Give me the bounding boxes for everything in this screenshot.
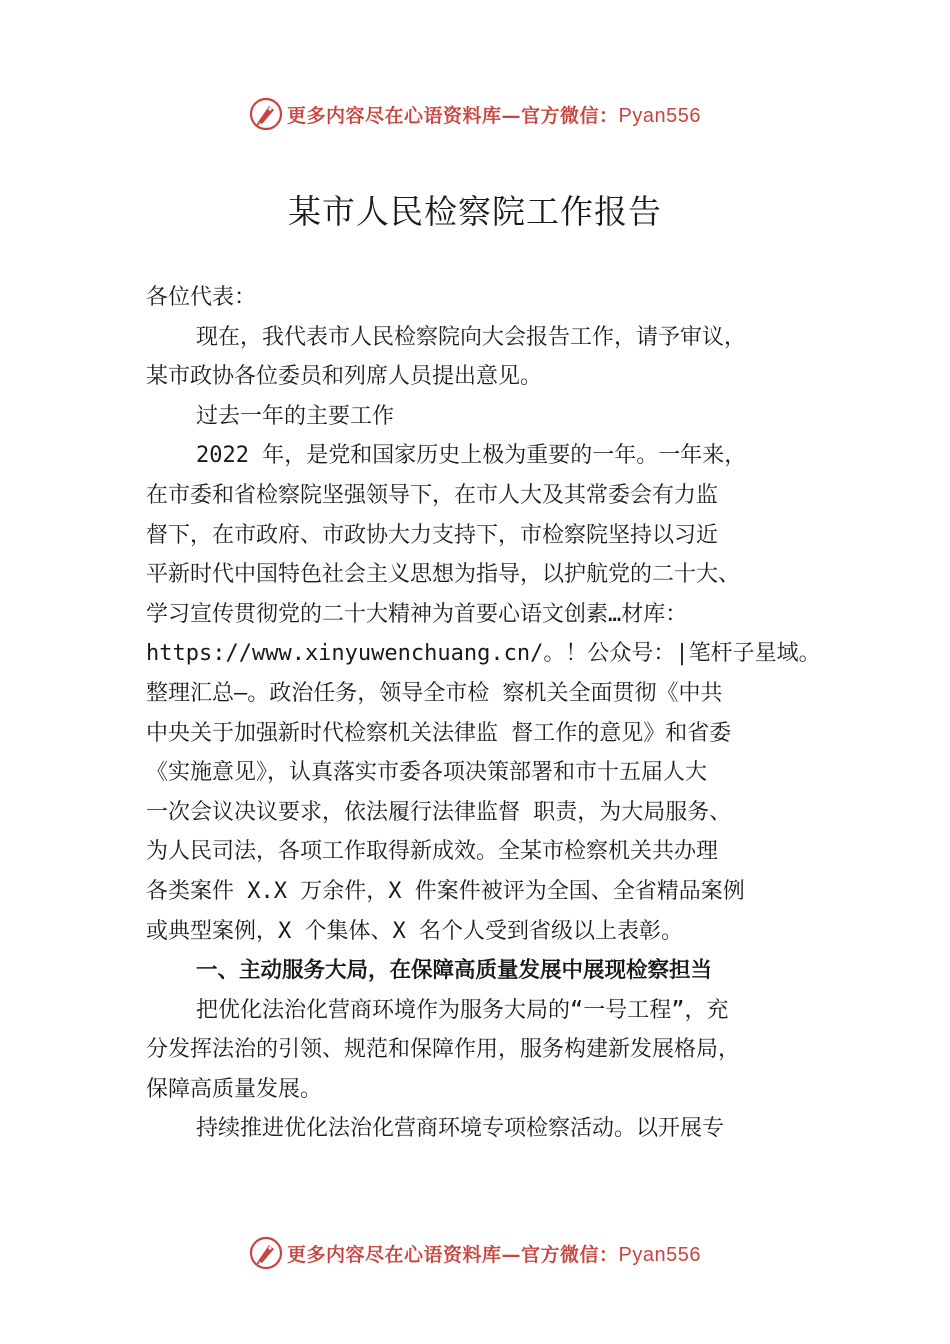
text-line: https://www.xinyuwenchuang.cn/。！公众号：|笔杆子星域。 <box>146 641 821 667</box>
text-line: 《实施意见》，认真落实市委各项决策部署和市十五届人大 <box>146 760 708 786</box>
text-line: 2022 年，是党和国家历史上极为重要的一年。一年来， <box>196 443 747 469</box>
section-heading: 一、主动服务大局，在保障高质量发展中展现检察担当 <box>196 958 713 984</box>
wechat-id: Pyan556 <box>618 104 701 127</box>
text-line: 分发挥法治的引领、规范和保障作用，服务构建新发展格局， <box>146 1037 741 1063</box>
wechat-id: Pyan556 <box>618 1243 701 1266</box>
text-line: 保障高质量发展。 <box>146 1076 323 1102</box>
pen-nib-logo-icon <box>249 97 283 131</box>
text-line: 督下，在市政府、市政协大力支持下，市检察院坚持以习近 <box>146 522 719 548</box>
text-line: 各位代表： <box>146 285 257 310</box>
text-line: 某市政协各位委员和列席人员提出意见。 <box>146 364 543 390</box>
document-body <box>146 278 836 1149</box>
text-line: 把优化法治化营商环境作为服务大局的“一号工程”，充 <box>196 997 729 1023</box>
text-line: 中央关于加强新时代检察机关法律监 督工作的意见》和省委 <box>146 720 732 746</box>
text-line: 为人民司法，各项工作取得新成效。全某市检察机关共办理 <box>146 839 719 865</box>
banner-text: 更多内容尽在心语资料库—官方微信：Pyan556 <box>287 1243 701 1266</box>
banner-text: 更多内容尽在心语资料库—官方微信：Pyan556 <box>287 104 701 127</box>
text-line: 或典型案例，X 个集体、X 名个人受到省级以上表彰。 <box>146 918 683 944</box>
footer-watermark-banner <box>0 1231 950 1275</box>
header-watermark-banner <box>0 92 950 136</box>
text-line: 整理汇总—。政治任务，领导全市检 察机关全面贯彻《中共 <box>146 680 723 706</box>
text-line: 在市委和省检察院坚强领导下，在市人大及其常委会有力监 <box>146 482 719 508</box>
text-line: 平新时代中国特色社会主义思想为指导，以护航党的二十大、 <box>146 562 741 588</box>
text-line: 持续推进优化法治化营商环境专项检察活动。以开展专 <box>196 1116 725 1142</box>
pen-nib-logo-icon <box>249 1236 283 1270</box>
text-line: 现在，我代表市人民检察院向大会报告工作，请予审议， <box>196 324 747 350</box>
text-line: 一次会议决议要求，依法履行法律监督 职责，为大局服务、 <box>146 799 732 825</box>
section-label: 过去一年的主要工作 <box>196 403 395 429</box>
text-line: 学习宣传贯彻党的二十大精神为首要心语文创素…材库： <box>146 601 688 627</box>
text-line: 各类案件 X.X 万余件，X 件案件被评为全国、全省精品案例 <box>146 878 745 904</box>
document-title: 某市人民检察院工作报告 <box>288 192 662 231</box>
